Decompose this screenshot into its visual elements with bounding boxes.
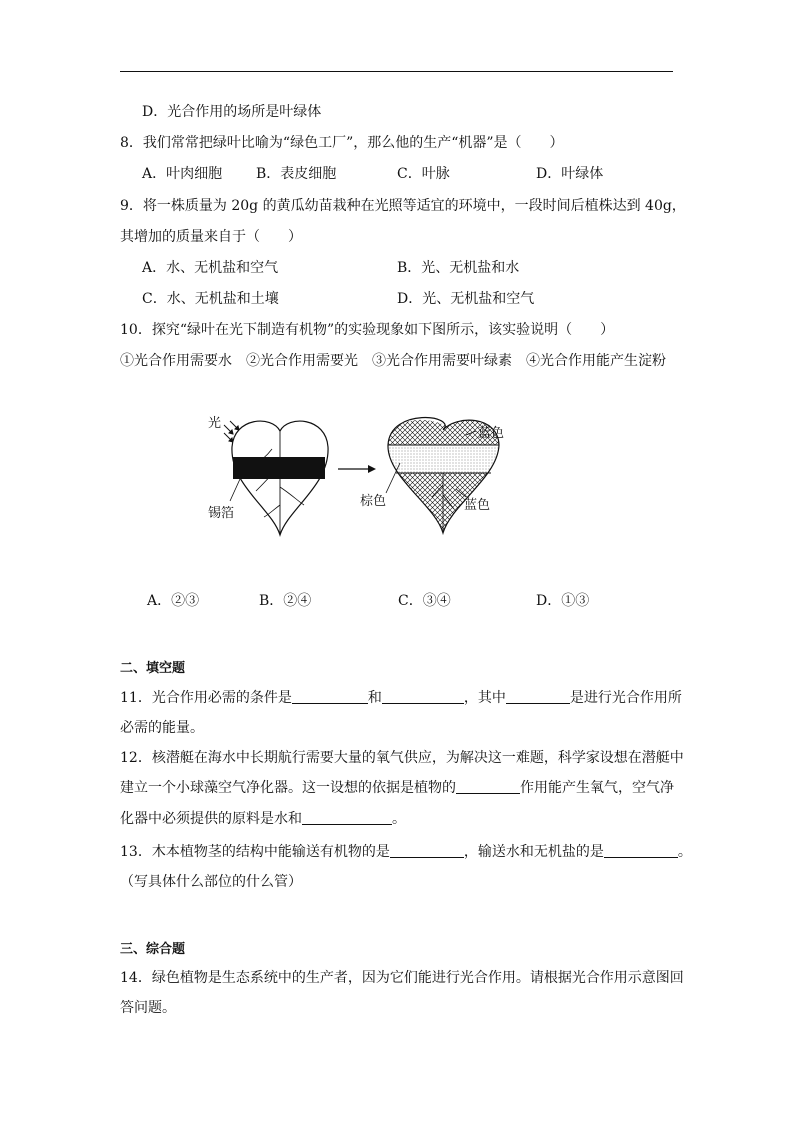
foil-label: 锡箔: [208, 506, 235, 521]
q8-option-c: C．叶脉: [397, 166, 450, 182]
q11-text-3: ，其中: [463, 690, 506, 706]
q9-option-b: B．光、无机盐和水: [397, 260, 520, 276]
q11-blank-1[interactable]: [292, 689, 368, 704]
q13-line1: [120, 843, 692, 861]
q10-option-c: C．③④: [398, 593, 451, 609]
q11-text-4: 是进行光合作用所: [569, 690, 682, 706]
brown-label: 棕色: [360, 494, 387, 509]
q7-option-d: D．光合作用的场所是叶绿体: [142, 104, 322, 120]
q9-option-a: A．水、无机盐和空气: [142, 260, 279, 276]
q11-blank-3[interactable]: [506, 689, 570, 704]
q13-text-3: 。: [677, 844, 692, 860]
header-rule: [120, 71, 673, 72]
q12-text-2: 作用能产生氧气，空气净: [520, 780, 674, 796]
q11-text-1: 11．光合作用必需的条件是: [120, 690, 292, 706]
q13-text-1: 13．木本植物茎的结构中能输送有机物的是: [120, 844, 390, 860]
blue-bottom-label: 蓝色: [464, 498, 491, 513]
q11-line1: [120, 689, 682, 707]
q10-option-b: B．②④: [259, 593, 312, 609]
q13-text-2: ，输送水和无机盐的是: [463, 844, 604, 860]
q10-statements: ①光合作用需要水 ②光合作用需要光 ③光合作用需要叶绿素 ④光合作用能产生淀粉: [120, 353, 666, 369]
leaf-experiment-figure: [200, 405, 530, 545]
q11-text-2: 和: [367, 690, 382, 706]
q12-blank-1[interactable]: [456, 779, 520, 794]
q10-option-d: D．①③: [536, 593, 590, 609]
q12-text-3: 化器中必须提供的原料是水和: [120, 811, 302, 827]
q8-option-b: B．表皮细胞: [256, 166, 337, 182]
q10-option-a: A．②③: [147, 593, 200, 609]
q12-text-4: 。: [392, 811, 406, 827]
arrow-right-icon: [338, 465, 376, 473]
q12-line1: 12．核潜艇在海水中长期航行需要大量的氧气供应，为解决这一难题，科学家设想在潜艇中: [120, 750, 684, 766]
q9-stem-line1: 9．将一株质量为 20g 的黄瓜幼苗栽种在光照等适宜的环境中，一段时间后植株达到 40g，: [120, 198, 686, 214]
q11-blank-2[interactable]: [382, 689, 464, 704]
section3-title: 三、综合题: [120, 942, 186, 957]
q13-blank-1[interactable]: [390, 843, 464, 858]
q12-text-1: 建立一个小球藻空气净化器。这一设想的依据是植物的: [120, 780, 456, 796]
foil-pointer: [230, 479, 240, 501]
q12-line3: [120, 810, 406, 828]
light-label: 光: [208, 416, 222, 431]
q8-option-a: A．叶肉细胞: [142, 166, 223, 182]
q8-option-d: D．叶绿体: [536, 166, 604, 182]
q14-line1: 14．绿色植物是生态系统中的生产者，因为它们能进行光合作用。请根据光合作用示意图回: [120, 970, 684, 986]
section2-title: 二、填空题: [120, 661, 186, 676]
q14-line2: 答问题。: [120, 1000, 176, 1016]
q13-blank-2[interactable]: [604, 843, 678, 858]
q11-line2: 必需的能量。: [120, 720, 204, 736]
q13-line2: （写具体什么部位的什么管）: [120, 874, 302, 890]
q9-stem-line2: 其增加的质量来自于（ ）: [120, 229, 302, 245]
tin-foil-strip: [233, 457, 325, 479]
q9-option-d: D．光、无机盐和空气: [397, 291, 535, 307]
q10-stem: 10．探究“绿叶在光下制造有机物”的实验现象如下图所示，该实验说明（ ）: [120, 322, 615, 338]
q12-line2: [120, 779, 674, 797]
q9-option-c: C．水、无机盐和土壤: [142, 291, 279, 307]
q12-blank-2[interactable]: [302, 810, 392, 825]
q8-stem: 8．我们常常把绿叶比喻为“绿色工厂”，那么他的生产“机器”是（ ）: [120, 135, 564, 151]
blue-top-label: 蓝色: [478, 426, 505, 441]
